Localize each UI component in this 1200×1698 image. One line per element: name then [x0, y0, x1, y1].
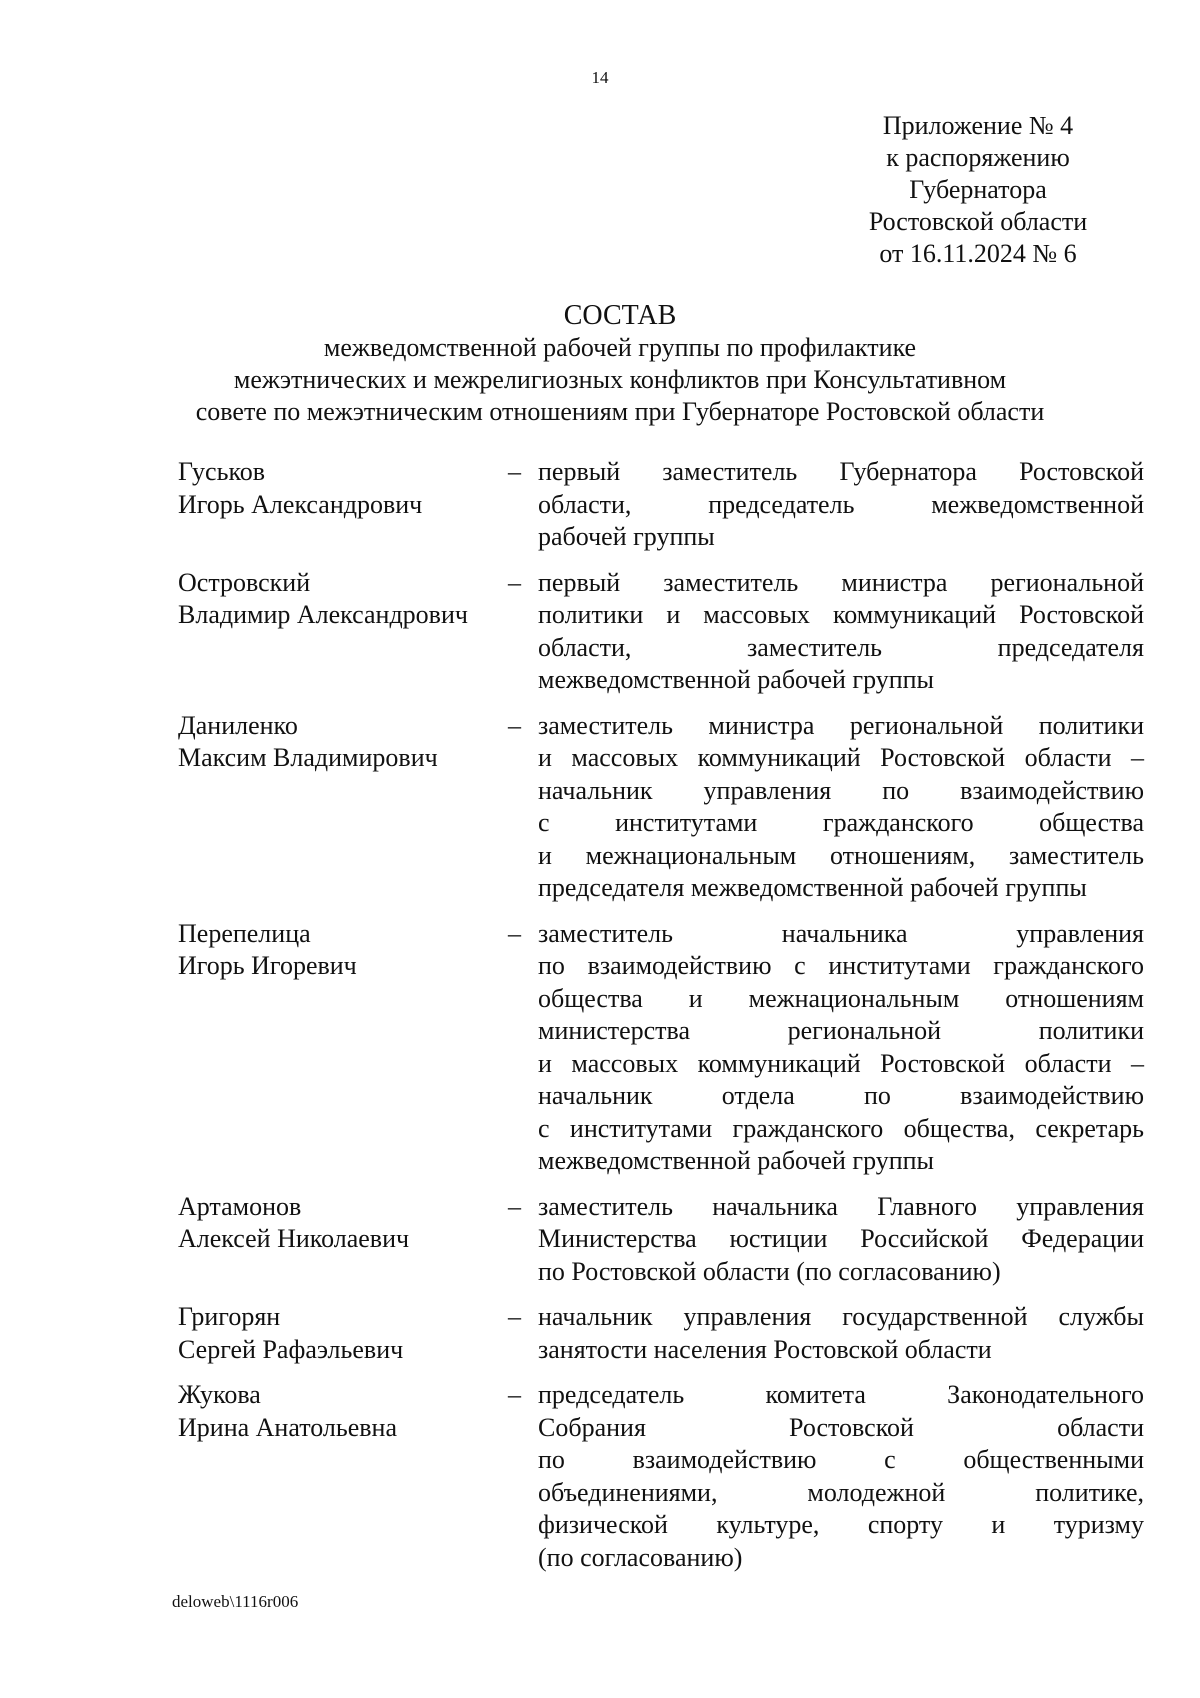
member-name: [178, 918, 508, 1178]
member-dash: –: [508, 567, 521, 597]
member-role-line: первый заместитель Губернатора Ростовской: [538, 457, 1144, 486]
member-role-line: начальник управления государственной службы: [538, 1302, 1144, 1331]
member-surname: Островский: [178, 567, 311, 597]
member-row: [178, 567, 1144, 697]
member-surname: Артамонов: [178, 1191, 302, 1221]
member-role: [538, 918, 1144, 1178]
title-line: совете по межэтническим отношениям при Губернаторе Ростовской области: [195, 397, 1045, 426]
member-role: [538, 1191, 1144, 1289]
member-row: [178, 918, 1144, 1178]
member-given-names: Игорь Игоревич: [178, 951, 357, 980]
member-surname: Даниленко: [178, 710, 298, 740]
member-role-line: и массовых коммуникаций Ростовской области –: [538, 1048, 1144, 1078]
title-line: межэтнических и межрелигиозных конфликтов при Консультативном: [233, 365, 1007, 394]
member-role-line: с институтами гражданского общества: [538, 808, 1144, 837]
member-role-line: рабочей группы: [538, 522, 715, 551]
member-row: [178, 456, 1144, 554]
member-role-line: начальник отдела по взаимодействию: [538, 1081, 1144, 1110]
member-role-line: по взаимодействию с институтами гражданского: [538, 951, 1144, 980]
page-number: 14: [591, 68, 609, 87]
member-name: [178, 1379, 508, 1574]
member-name: [178, 1301, 508, 1366]
member-role: [538, 456, 1144, 554]
members-list: [178, 456, 1144, 1587]
approval-line: Приложение № 4: [882, 111, 1074, 140]
member-role-line: политики и массовых коммуникаций Ростовской: [538, 600, 1144, 629]
member-dash: –: [508, 918, 521, 948]
member-given-names: Максим Владимирович: [178, 743, 438, 772]
member-role-line: общества и межнациональным отношениям: [538, 983, 1144, 1013]
member-role-line: межведомственной рабочей группы: [538, 665, 935, 694]
member-role-line: области, председатель межведомственной: [538, 489, 1144, 519]
member-dash: –: [508, 1191, 521, 1221]
member-row: [178, 1191, 1144, 1289]
title-line: межведомственной рабочей группы по профилактике: [323, 333, 917, 362]
document-title: [120, 300, 1120, 428]
member-surname: Перепелица: [178, 918, 311, 948]
member-role-line: Министерства юстиции Российской Федерации: [538, 1224, 1144, 1253]
member-role-line: по Ростовской области (по согласованию): [538, 1256, 1001, 1286]
footer-code: deloweb\1116r006: [172, 1592, 299, 1611]
member-surname: Жукова: [178, 1380, 261, 1409]
member-role-line: области, заместитель председателя: [538, 632, 1144, 662]
member-role-line: с институтами гражданского общества, секретарь: [538, 1113, 1144, 1143]
member-role-line: занятости населения Ростовской области: [538, 1334, 992, 1364]
member-row: [178, 1301, 1144, 1366]
approval-line: к распоряжению: [886, 143, 1070, 172]
member-given-names: Игорь Александрович: [178, 489, 423, 519]
member-given-names: Алексей Николаевич: [178, 1224, 410, 1253]
member-given-names: Сергей Рафаэльевич: [178, 1334, 404, 1364]
member-role-line: первый заместитель министра региональной: [538, 567, 1144, 597]
member-role-line: Собрания Ростовской области: [538, 1412, 1144, 1442]
title-main: СОСТАВ: [563, 300, 677, 331]
member-row: [178, 1379, 1144, 1574]
member-role-line: физической культуре, спорту и туризму: [538, 1510, 1144, 1539]
member-role: [538, 567, 1144, 697]
approval-block: [848, 110, 1108, 270]
member-role-line: заместитель начальника Главного управления: [538, 1191, 1144, 1221]
member-role-line: межведомственной рабочей группы: [538, 1146, 935, 1175]
member-role-line: объединениями, молодежной политике,: [538, 1477, 1144, 1507]
member-dash: –: [508, 1380, 521, 1409]
member-name: [178, 456, 508, 554]
member-dash: –: [508, 457, 521, 486]
member-dash: –: [508, 710, 521, 740]
member-surname: Гуськов: [178, 457, 266, 486]
member-role-line: и межнациональным отношениям, заместитель: [538, 840, 1144, 870]
member-given-names: Владимир Александрович: [178, 600, 468, 629]
member-dash: –: [508, 1302, 521, 1331]
member-name: [178, 710, 508, 905]
member-role-line: председателя межведомственной рабочей группы: [538, 873, 1087, 902]
approval-line: Губернатора: [909, 175, 1047, 204]
member-role-line: по взаимодействию с общественными: [538, 1445, 1144, 1474]
member-role: [538, 1379, 1144, 1574]
member-given-names: Ирина Анатольевна: [178, 1412, 397, 1442]
member-role-line: председатель комитета Законодательного: [538, 1380, 1144, 1409]
member-surname: Григорян: [178, 1302, 281, 1331]
member-row: [178, 710, 1144, 905]
member-name: [178, 567, 508, 697]
member-role-line: министерства региональной политики: [538, 1016, 1144, 1045]
approval-line: от 16.11.2024 № 6: [879, 239, 1077, 268]
member-role-line: заместитель начальника управления: [538, 918, 1144, 948]
member-name: [178, 1191, 508, 1289]
member-role-line: заместитель министра региональной политики: [538, 710, 1144, 740]
member-role-line: начальник управления по взаимодействию: [538, 775, 1144, 805]
member-role-line: и массовых коммуникаций Ростовской области –: [538, 743, 1144, 772]
member-role: [538, 1301, 1144, 1366]
approval-line: Ростовской области: [868, 207, 1088, 236]
member-role-line: (по согласованию): [538, 1542, 743, 1572]
member-role: [538, 710, 1144, 905]
